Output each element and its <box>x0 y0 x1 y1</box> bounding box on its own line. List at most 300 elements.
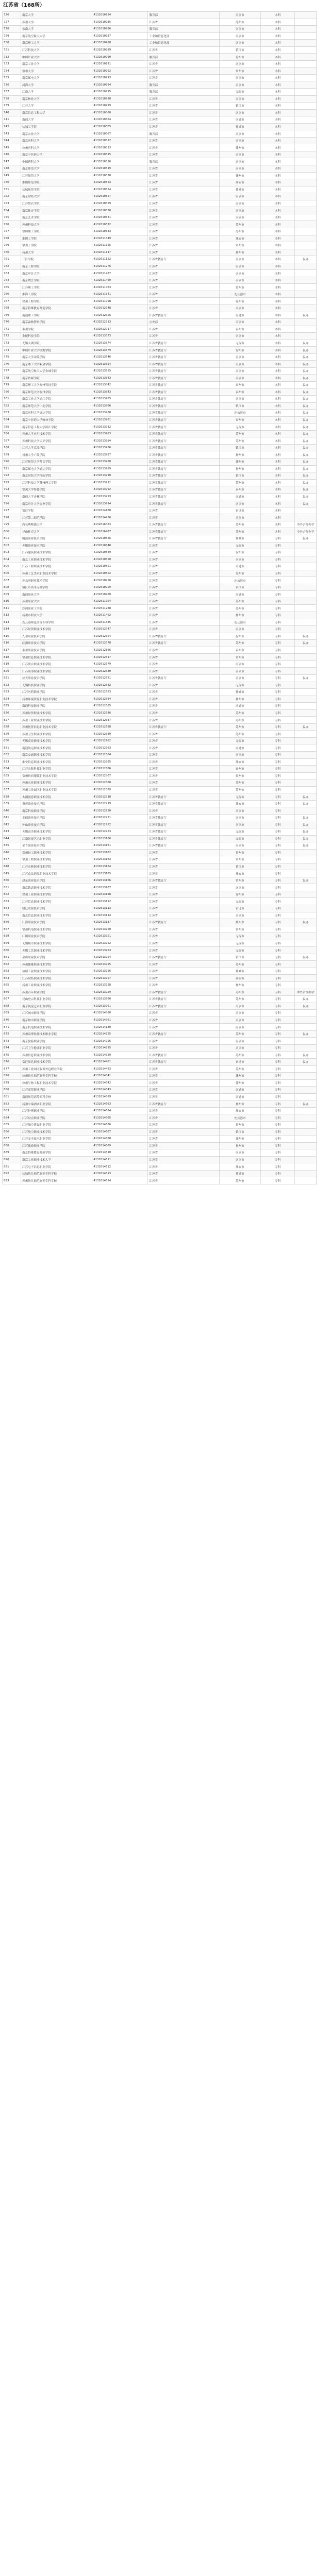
table-row <box>3 74 317 81</box>
cell-index: 742 <box>3 123 21 130</box>
cell-level: 专科 <box>261 549 295 556</box>
cell-department: 江苏省教育厅 <box>148 1003 219 1010</box>
cell-level: 本科 <box>261 207 295 214</box>
cell-department: 江苏省教育厅 <box>148 347 219 354</box>
cell-school-name: 南通航运职业技术学院 <box>21 744 92 752</box>
cell-school-code: 4132014543 <box>92 1087 148 1094</box>
cell-remark: 民办 <box>295 479 317 486</box>
cell-level: 专科 <box>261 835 295 842</box>
cell-remark <box>295 619 317 626</box>
cell-school-name: 南京邮电大学通达学院 <box>21 465 92 472</box>
cell-school-name: 南京师范大学中北学院 <box>21 402 92 410</box>
cell-index: 875 <box>3 1052 21 1059</box>
cell-department: 江苏省教育厅 <box>148 1059 219 1066</box>
cell-location: 泰州市 <box>219 416 260 423</box>
cell-location: 南通市 <box>219 703 260 710</box>
cell-index: 763 <box>3 270 21 277</box>
cell-remark: 民办 <box>295 828 317 835</box>
cell-location: 常州市 <box>219 67 260 75</box>
table-row <box>3 703 317 710</box>
table-row <box>3 556 317 563</box>
table-row <box>3 772 317 779</box>
cell-department: 江苏省教育厅 <box>148 996 219 1003</box>
table-row <box>3 542 317 549</box>
cell-school-code: 4132013757 <box>92 975 148 982</box>
cell-remark: 民办 <box>295 444 317 451</box>
cell-location: 南通市 <box>219 1093 260 1100</box>
cell-level: 专科 <box>261 996 295 1003</box>
cell-school-code: 4132011641 <box>92 291 148 298</box>
table-row <box>3 842 317 850</box>
cell-school-code: 4132010293 <box>92 74 148 81</box>
cell-location: 扬州市 <box>219 612 260 619</box>
cell-department: 江苏省 <box>148 284 219 291</box>
cell-school-code: 4132014493 <box>92 1065 148 1073</box>
cell-school-code: 4132014295 <box>92 1044 148 1052</box>
cell-location: 徐州市 <box>219 347 260 354</box>
table-row <box>3 1065 317 1073</box>
cell-department: 江苏省 <box>148 766 219 773</box>
cell-school-name: 江南影视艺术职业学院 <box>21 835 92 842</box>
cell-remark <box>295 731 317 738</box>
cell-level: 专科 <box>261 1016 295 1024</box>
cell-school-code: 4132011287 <box>92 270 148 277</box>
cell-remark <box>295 1010 317 1017</box>
cell-level: 本科 <box>261 514 295 521</box>
cell-location: 无锡市 <box>219 793 260 801</box>
cell-remark <box>295 172 317 179</box>
cell-level: 专科 <box>261 1065 295 1073</box>
cell-location: 南京市 <box>219 12 260 19</box>
cell-remark <box>295 109 317 116</box>
cell-level: 本科 <box>261 144 295 151</box>
cell-school-code: 4132010319 <box>92 165 148 173</box>
cell-school-code: 4132012689 <box>92 731 148 738</box>
cell-index: 728 <box>3 26 21 33</box>
cell-location: 泰州市 <box>219 388 260 396</box>
cell-location: 南京市 <box>219 375 260 382</box>
cell-department: 江苏省 <box>148 1163 219 1171</box>
cell-index: 758 <box>3 235 21 242</box>
cell-index: 812 <box>3 612 21 619</box>
table-row <box>3 200 317 207</box>
table-row <box>3 1107 317 1114</box>
cell-location: 南京市 <box>219 361 260 368</box>
cell-school-code: 4132013982 <box>92 423 148 431</box>
cell-school-name: 河海大学 <box>21 81 92 89</box>
cell-location: 泰州市 <box>219 381 260 388</box>
table-row <box>3 1114 317 1122</box>
cell-location: 苏州市 <box>219 1052 260 1059</box>
table-row <box>3 130 317 138</box>
cell-remark: 民办 <box>295 312 317 319</box>
cell-school-name: 中国药科大学 <box>21 158 92 165</box>
cell-index: 790 <box>3 459 21 466</box>
cell-location: 南京市 <box>219 193 260 200</box>
cell-school-code: 4132010323 <box>92 179 148 187</box>
cell-location: 南京市 <box>219 1016 260 1024</box>
cell-index: 848 <box>3 863 21 870</box>
table-row <box>3 186 317 193</box>
cell-index: 891 <box>3 1163 21 1171</box>
cell-school-name: 江苏商贸职业学院 <box>21 1087 92 1094</box>
table-row <box>3 158 317 165</box>
schools-table <box>2 11 317 1184</box>
cell-remark: 民办 <box>295 256 317 263</box>
cell-department: 江苏省 <box>148 186 219 193</box>
table-row <box>3 863 317 870</box>
cell-index: 740 <box>3 109 21 116</box>
cell-school-name: 江苏农牧科技职业学院 <box>21 766 92 773</box>
table-row <box>3 326 317 333</box>
cell-school-name: 苏州工业园区服务外包职业学院 <box>21 1065 92 1073</box>
cell-index: 816 <box>3 640 21 647</box>
table-row <box>3 779 317 787</box>
cell-index: 777 <box>3 367 21 375</box>
cell-remark <box>295 961 317 968</box>
cell-remark: 民办 <box>295 347 317 354</box>
cell-index: 745 <box>3 144 21 151</box>
cell-location: 徐州市 <box>219 1073 260 1080</box>
cell-level: 本科 <box>261 465 295 472</box>
cell-department: 江苏省 <box>148 1065 219 1073</box>
cell-department: 江苏省 <box>148 849 219 856</box>
cell-level: 本科 <box>261 116 295 124</box>
cell-school-code: 4132013646 <box>92 353 148 361</box>
cell-level: 专科 <box>261 870 295 877</box>
cell-department: 江苏省教育厅 <box>148 479 219 486</box>
cell-school-name: 常州纺织服装职业技术学院 <box>21 772 92 779</box>
cell-remark: 民办 <box>295 396 317 403</box>
table-row <box>3 172 317 179</box>
cell-school-code: 4132012682 <box>92 682 148 689</box>
cell-level: 本科 <box>261 40 295 47</box>
cell-school-code: 4132013574 <box>92 340 148 347</box>
cell-department: 江苏省教育厅 <box>148 465 219 472</box>
table-row <box>3 347 317 354</box>
cell-location: 徐州市 <box>219 459 260 466</box>
cell-school-name: 徐州工程学院 <box>21 298 92 305</box>
cell-department: 江苏省 <box>148 60 219 67</box>
cell-level: 专科 <box>261 1087 295 1094</box>
cell-level: 专科 <box>261 703 295 710</box>
cell-index: 802 <box>3 542 21 549</box>
cell-level: 专科 <box>261 535 295 543</box>
table-row <box>3 696 317 703</box>
cell-school-code: 4132013992 <box>92 486 148 494</box>
cell-index: 805 <box>3 563 21 570</box>
cell-school-code: 4132014401 <box>92 1059 148 1066</box>
cell-school-name: 苏州幼儿师范高等专科学校 <box>21 1177 92 1184</box>
cell-remark <box>295 584 317 591</box>
cell-school-name: 沙洲职业工学院 <box>21 605 92 612</box>
cell-index: 750 <box>3 179 21 187</box>
cell-school-name: 宿迁职业技术学院 <box>21 905 92 912</box>
table-row <box>3 793 317 801</box>
cell-school-code: 4132012686 <box>92 709 148 717</box>
cell-remark <box>295 968 317 975</box>
cell-school-code: 4132010316 <box>92 158 148 165</box>
cell-location: 苏州市 <box>219 640 260 647</box>
cell-index: 820 <box>3 668 21 675</box>
cell-school-name: 金陵科技学院 <box>21 333 92 340</box>
table-row <box>3 1156 317 1163</box>
table-row <box>3 1030 317 1038</box>
cell-index: 807 <box>3 577 21 584</box>
cell-level: 本科 <box>261 32 295 40</box>
cell-department: 江苏省 <box>148 514 219 521</box>
cell-school-code: 4132011463 <box>92 284 148 291</box>
cell-index: 856 <box>3 919 21 926</box>
cell-level: 本科 <box>261 172 295 179</box>
cell-remark: 民办 <box>295 842 317 850</box>
cell-index: 819 <box>3 660 21 668</box>
cell-level: 本科 <box>261 312 295 319</box>
table-row <box>3 1016 317 1024</box>
cell-index: 733 <box>3 60 21 67</box>
cell-location: 苏州市 <box>219 528 260 535</box>
table-row <box>3 933 317 940</box>
cell-index: 778 <box>3 375 21 382</box>
cell-remark <box>295 849 317 856</box>
cell-remark <box>295 200 317 207</box>
cell-department: 江苏省 <box>148 758 219 766</box>
cell-remark <box>295 766 317 773</box>
table-row <box>3 633 317 640</box>
cell-school-name: 江苏科技大学 <box>21 46 92 54</box>
cell-level: 专科 <box>261 807 295 815</box>
cell-school-code: 4132013751 <box>92 933 148 940</box>
cell-index: 874 <box>3 1044 21 1052</box>
table-row <box>3 1121 317 1128</box>
cell-school-name: 南京理工大学泰州科技学院 <box>21 381 92 388</box>
cell-department: 江苏省教育厅 <box>148 828 219 835</box>
cell-index: 858 <box>3 933 21 940</box>
cell-department: 江苏省 <box>148 304 219 312</box>
cell-department: 江苏省 <box>148 333 219 340</box>
cell-department: 江苏省 <box>148 1044 219 1052</box>
cell-department: 江苏省 <box>148 1149 219 1157</box>
cell-department: 江苏省 <box>148 1010 219 1017</box>
cell-location: 南京市 <box>219 353 260 361</box>
cell-location: 南京市 <box>219 842 260 850</box>
cell-school-name: 常熟理工学院 <box>21 228 92 235</box>
cell-location: 南京市 <box>219 626 260 633</box>
cell-department: 江苏省 <box>148 744 219 752</box>
cell-department: 江苏省教育厅 <box>148 353 219 361</box>
cell-school-name: 江苏经贸职业技术学院 <box>21 626 92 633</box>
table-row <box>3 947 317 954</box>
table-row <box>3 1170 317 1177</box>
cell-index: 796 <box>3 500 21 507</box>
cell-school-name: 南京工程学院 <box>21 263 92 270</box>
cell-level: 专科 <box>261 744 295 752</box>
cell-school-name: 无锡城市职业技术学院 <box>21 940 92 947</box>
cell-location: 南京市 <box>219 165 260 173</box>
cell-location: 常州市 <box>219 654 260 661</box>
cell-level: 专科 <box>261 1059 295 1066</box>
cell-level: 本科 <box>261 304 295 312</box>
cell-remark <box>295 947 317 954</box>
table-row <box>3 612 317 619</box>
cell-location: 连云港市 <box>219 1114 260 1122</box>
cell-index: 834 <box>3 766 21 773</box>
cell-index: 843 <box>3 828 21 835</box>
cell-school-name: 江苏电子信息职业学院 <box>21 1163 92 1171</box>
cell-school-name: 江苏第二师范学院 <box>21 514 92 521</box>
cell-index: 751 <box>3 186 21 193</box>
cell-location: 南京市 <box>219 40 260 47</box>
cell-level: 专科 <box>261 660 295 668</box>
cell-remark: 民办 <box>295 954 317 961</box>
cell-remark <box>295 709 317 717</box>
cell-index: 726 <box>3 12 21 19</box>
cell-school-name: 炎黄职业技术学院 <box>21 800 92 807</box>
cell-location: 苏州市 <box>219 605 260 612</box>
cell-level: 专科 <box>261 1024 295 1031</box>
cell-index: 773 <box>3 340 21 347</box>
cell-level: 专科 <box>261 940 295 947</box>
cell-index: 797 <box>3 507 21 514</box>
cell-school-name: 应天职业技术学院 <box>21 674 92 682</box>
cell-school-name: 南京机电职业技术学院 <box>21 1024 92 1031</box>
cell-index: 765 <box>3 284 21 291</box>
cell-department: 江苏省 <box>148 982 219 989</box>
cell-level: 专科 <box>261 751 295 758</box>
cell-school-code: 4132012047 <box>92 626 148 633</box>
cell-remark: 中外合作办学 <box>295 989 317 996</box>
cell-location: 苏州市 <box>219 709 260 717</box>
cell-school-name: 钟山职业技术学院 <box>21 821 92 828</box>
cell-index: 757 <box>3 228 21 235</box>
cell-location: 盐城市 <box>219 689 260 696</box>
cell-level: 专科 <box>261 570 295 577</box>
cell-school-code: 4132013104 <box>92 863 148 870</box>
cell-index: 806 <box>3 570 21 577</box>
cell-index: 854 <box>3 905 21 912</box>
cell-index: 784 <box>3 416 21 423</box>
cell-location: 连云港市 <box>219 619 260 626</box>
cell-school-code: 4132010299 <box>92 103 148 110</box>
cell-school-code: 4132012920 <box>92 807 148 815</box>
cell-location: 苏州市 <box>219 570 260 577</box>
cell-school-name: 常州轻工职业技术学院 <box>21 849 92 856</box>
cell-school-name: 南京传媒学院 <box>21 375 92 382</box>
cell-location: 南京市 <box>219 821 260 828</box>
cell-school-code: 4132012680 <box>92 668 148 675</box>
cell-department: 江苏省 <box>148 1170 219 1177</box>
cell-school-code: 4132012683 <box>92 689 148 696</box>
cell-index: 793 <box>3 479 21 486</box>
cell-index: 864 <box>3 975 21 982</box>
cell-school-name: 南京工业职业技术大学 <box>21 1156 92 1163</box>
cell-index: 859 <box>3 940 21 947</box>
table-row <box>3 584 317 591</box>
cell-department: 教育部 <box>148 12 219 19</box>
cell-level: 专科 <box>261 1121 295 1128</box>
cell-remark <box>295 758 317 766</box>
cell-school-code: 4132013654 <box>92 361 148 368</box>
cell-index: 832 <box>3 751 21 758</box>
cell-school-code: 4132014001 <box>92 1016 148 1024</box>
cell-school-code: 4132013906 <box>92 402 148 410</box>
cell-location: 无锡市 <box>219 340 260 347</box>
cell-index: 862 <box>3 961 21 968</box>
cell-department: 江苏省 <box>148 647 219 654</box>
cell-location: 南京市 <box>219 207 260 214</box>
cell-school-code: 4132013987 <box>92 451 148 459</box>
cell-location: 常州市 <box>219 1121 260 1128</box>
cell-school-name: 苏州科技大学 <box>21 221 92 228</box>
cell-school-code: 4132013106 <box>92 877 148 884</box>
cell-department: 江苏省 <box>148 884 219 891</box>
cell-department: 江苏省 <box>148 298 219 305</box>
cell-school-code: 4132013108 <box>92 891 148 898</box>
cell-school-code: 4132010958 <box>92 577 148 584</box>
cell-school-code: 4132010307 <box>92 130 148 138</box>
cell-index: 779 <box>3 381 21 388</box>
cell-location: 南京市 <box>219 270 260 277</box>
cell-department: 江苏省教育厅 <box>148 472 219 480</box>
cell-remark: 民办 <box>295 919 317 926</box>
cell-location: 苏州市 <box>219 731 260 738</box>
cell-index: 880 <box>3 1087 21 1094</box>
cell-remark <box>295 751 317 758</box>
cell-index: 885 <box>3 1121 21 1128</box>
table-row <box>3 388 317 396</box>
cell-school-code: 4132011460 <box>92 277 148 284</box>
cell-location: 苏州市 <box>219 723 260 731</box>
cell-school-code: 4132012687 <box>92 717 148 724</box>
cell-remark <box>295 1065 317 1073</box>
cell-school-code: 4132010294 <box>92 81 148 89</box>
cell-level: 本科 <box>261 60 295 67</box>
cell-department: 江苏省 <box>148 1107 219 1114</box>
cell-department: 江苏省教育厅 <box>148 388 219 396</box>
table-row <box>3 1163 317 1171</box>
cell-school-name: 江苏城市职业学院 <box>21 1010 92 1017</box>
cell-department: 江苏省 <box>148 556 219 563</box>
cell-index: 800 <box>3 528 21 535</box>
cell-index: 744 <box>3 137 21 144</box>
table-row <box>3 905 317 912</box>
cell-level: 专科 <box>261 863 295 870</box>
cell-index: 739 <box>3 103 21 110</box>
cell-school-name: 苏州工业园区职业技术学院 <box>21 786 92 793</box>
cell-department: 江苏省 <box>148 961 219 968</box>
cell-school-code: 4132010333 <box>92 228 148 235</box>
cell-remark: 民办 <box>295 472 317 480</box>
cell-department: 江苏省教育厅 <box>148 375 219 382</box>
table-row <box>3 479 317 486</box>
cell-department: 江苏省 <box>148 584 219 591</box>
cell-level: 本科 <box>261 214 295 221</box>
cell-school-code: 4132012809 <box>92 786 148 793</box>
table-row <box>3 940 317 947</box>
cell-location: 镇江市 <box>219 472 260 480</box>
cell-school-code: 4132014607 <box>92 1128 148 1136</box>
cell-location: 南京市 <box>219 556 260 563</box>
cell-department: 江苏省教育厅 <box>148 402 219 410</box>
table-row <box>3 807 317 815</box>
cell-remark: 民办 <box>295 996 317 1003</box>
cell-school-name: 无锡南洋职业技术学院 <box>21 828 92 835</box>
cell-level: 本科 <box>261 19 295 26</box>
cell-school-code: 4132013655 <box>92 367 148 375</box>
cell-department: 江苏省 <box>148 46 219 54</box>
cell-school-name: 南通大学 <box>21 116 92 124</box>
cell-school-name: 宿迁学院 <box>21 507 92 514</box>
